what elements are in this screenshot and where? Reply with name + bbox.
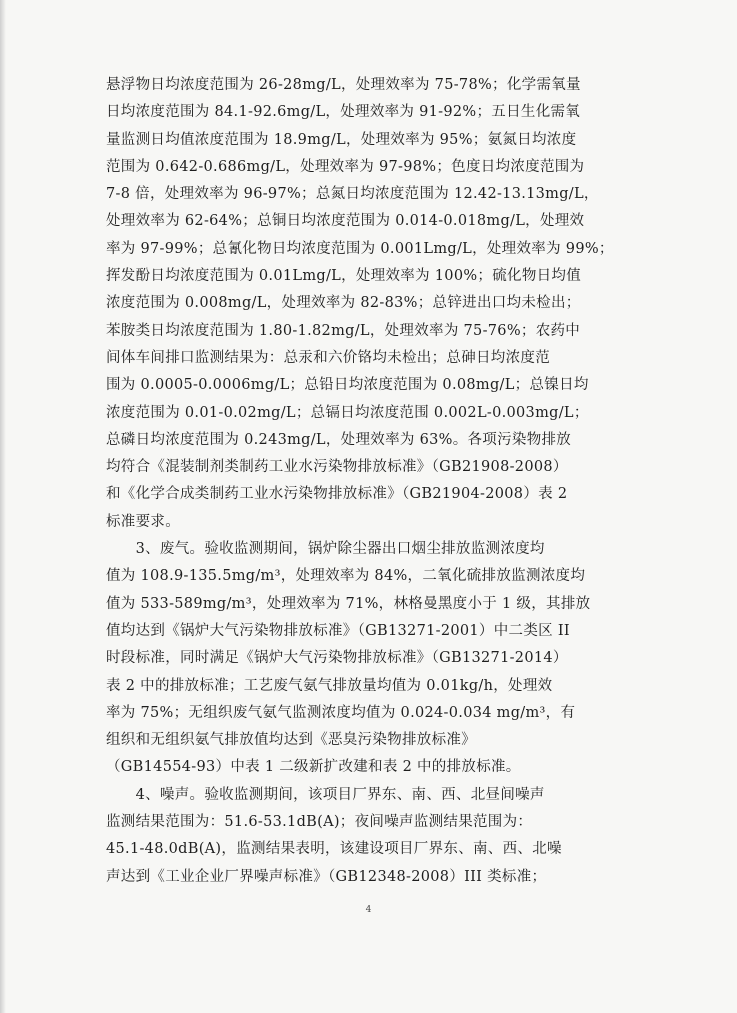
page-number: 4: [365, 905, 372, 915]
text-line: 率为 75%；无组织废气氨气监测浓度均值为 0.024-0.034 mg/m³，有: [106, 704, 576, 721]
text-line: 围为 0.0005-0.0006mg/L；总铅日均浓度范围为 0.08mg/L；总镍日均: [106, 377, 589, 394]
scan-shadow-edge: [0, 0, 6, 1013]
text-line: 日均浓度范围为 84.1-92.6mg/L，处理效率为 91-92%；五日生化需氧: [106, 104, 581, 121]
body-text: [106, 72, 626, 891]
text-line: 苯胺类日均浓度范围为 1.80-1.82mg/L，处理效率为 75-76%；农药中: [106, 322, 581, 339]
text-line: 4、噪声。验收监测期间，该项目厂界东、南、西、北昼间噪声: [106, 786, 545, 803]
text-line: 率为 97-99%；总氰化物日均浓度范围为 0.001Lmg/L，处理效率为 99%；: [106, 240, 614, 257]
text-line: 处理效率为 62-64%；总铜日均浓度范围为 0.014-0.018mg/L，处理效: [106, 213, 585, 230]
text-line: 浓度范围为 0.008mg/L，处理效率为 82-83%；总锌进出口均未检出；: [106, 295, 581, 312]
text-line: 表 2 中的排放标准；工艺废气氨气排放量均值为 0.01kg/h，处理效: [106, 677, 553, 694]
text-line: 和《化学合成类制药工业水污染物排放标准》（GB21904-2008）表 2: [106, 486, 568, 503]
text-line: （GB14554-93）中表 1 二级新扩改建和表 2 中的排放标准。: [106, 759, 521, 776]
text-line: 悬浮物日均浓度范围为 26-28mg/L，处理效率为 75-78%；化学需氧量: [106, 77, 581, 93]
text-line: 45.1-48.0dB(A)，监测结果表明，该建设项目厂界东、南、西、北噪: [106, 841, 562, 858]
text-line: 3、废气。验收监测期间，锅炉除尘器出口烟尘排放监测浓度均: [106, 541, 545, 558]
text-line: 值均达到《锅炉大气污染物排放标准》（GB13271-2001）中二类区 II: [106, 622, 570, 639]
text-line: 时段标准，同时满足《锅炉大气污染物排放标准》（GB13271-2014）: [106, 650, 568, 667]
text-line: 监测结果范围为：51.6-53.1dB(A)；夜间噪声监测结果范围为：: [106, 814, 533, 831]
text-line: 值为 108.9-135.5mg/m³，处理效率为 84%，二氧化硫排放监测浓度均: [106, 568, 586, 585]
text-line: 量监测日均值浓度范围为 18.9mg/L，处理效率为 95%；氨氮日均浓度: [106, 131, 577, 148]
text-line: 均符合《混装制剂类制药工业水污染物排放标准》（GB21908-2008）: [106, 459, 568, 476]
text-line: 组织和无组织氨气排放值均达到《恶臭污染物排放标准》: [106, 732, 476, 749]
text-line: 值为 533-589mg/m³，处理效率为 71%，林格曼黑度小于 1 级，其排放: [106, 595, 591, 612]
text-line: 声达到《工业企业厂界噪声标准》（GB12348-2008）III 类标准；: [106, 868, 547, 885]
text-line: 标准要求。: [106, 513, 180, 530]
text-line: 浓度范围为 0.01-0.02mg/L；总镉日均浓度范围 0.002L-0.003mg/L；: [106, 404, 589, 421]
text-line: 范围为 0.642-0.686mg/L，处理效率为 97-98%；色度日均浓度范围为: [106, 158, 585, 175]
text-line: 挥发酚日均浓度范围为 0.01Lmg/L，处理效率为 100%；硫化物日均值: [106, 268, 582, 285]
text-line: 7-8 倍，处理效率为 96-97%；总氮日均浓度范围为 12.42-13.13mg/L，: [106, 186, 599, 203]
text-line: 间体车间排口监测结果为：总汞和六价铬均未检出；总砷日均浓度范: [106, 349, 550, 366]
text-line: 总磷日均浓度范围为 0.243mg/L，处理效率为 63%。各项污染物排放: [106, 431, 572, 448]
